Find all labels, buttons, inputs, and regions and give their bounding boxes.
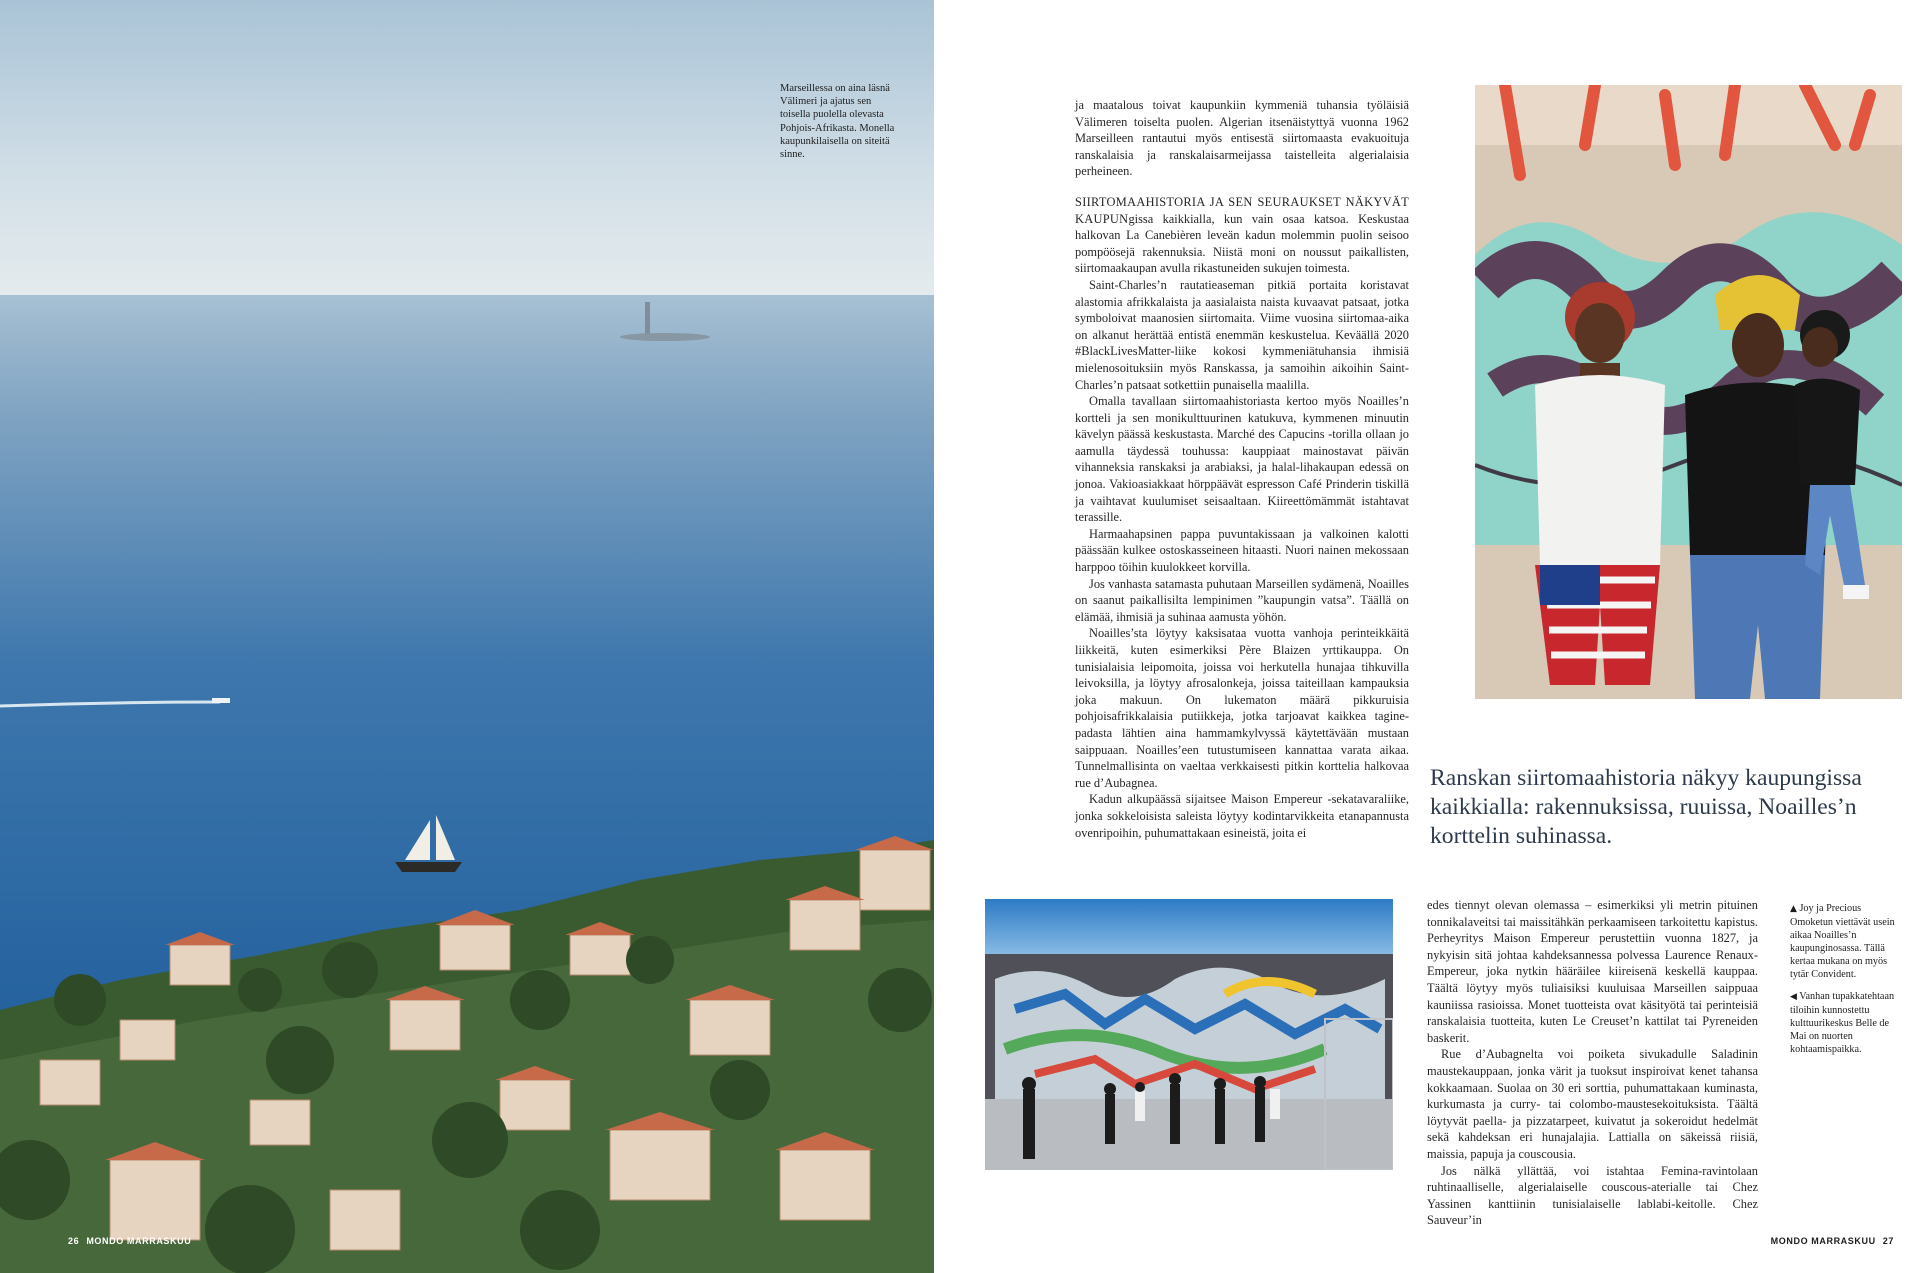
- article-paragraph: edes tiennyt olevan olemassa – esimerkiksi yli metrin pituinen tonnikalaveitsi tai maissitähkän perkaamiseen tarkoitettu kapistus. Perheyritys Maison Empereur perustettiin vuonna 1827, ja nykyisin sitä johtaa kahdeksannessa polvessa Laurence Renaux-Empereur, joka nytkin hääräilee kiireisenä keskellä kauppaa. Täältä löytyy myös tuliaisiksi kuuluisaa Marseillen saippuaa kauniissa rasioissa. Monet tuotteista ovat käsityötä tai perinteisiä ranskalaisia tuotteita, kuten Le Creuset’n kattilat tai Pyreneiden baskerit.: [1427, 898, 1758, 1045]
- page-folio-left: [68, 1236, 191, 1246]
- article-paragraph: [1075, 194, 1409, 277]
- women-portrait-photo: [1475, 85, 1902, 699]
- article-paragraph: Noailles’sta löytyy kaksisataa vuotta vanhoja perinteikkäitä liikkeitä, kuten esimerkiksi Père Blaizen yrttikauppa. On tunisialaisia leipomoita, joissa voi herkutella hunajaa tihkuvilla leivoksilla, ja löytyy afrosalonkeja, joissa taiteillaan kampauksia joka makuun. On lukematon määrä pikkuruisia pohjoisafrikkalaisia putiikkeja, jotka tarjoavat kaikkea tagine-padasta lähtien aina hammamkylvyssä käytettävään mustaan saippuaan. Noailles’een tutustumiseen kannattaa varata aikaa. Tunnelmallisinta on vaeltaa verkkaisesti pitkin korttelia halkovaa rue d’Aubagnea.: [1075, 626, 1409, 790]
- page-folio-right: [1771, 1236, 1894, 1246]
- photo-captions: [1790, 902, 1904, 1065]
- paragraph-text: gissa kaikkialla, kun vain osaa katsoa. Keskustaa halkovan La Canebièren leveän kadun molemmin puolin seisoo pompöösejä rakennuksia. Niistä moni on noussut paikallisten, siirtomaakaupan avulla rikastuneiden sukujen toimesta.: [1075, 211, 1409, 276]
- lead-in-caps: SIIRTOMAAHISTORIA JA SEN SEURAUKSET NÄKYVÄT KAUPUN: [1075, 194, 1409, 226]
- article-paragraph: Rue d’Aubagnelta voi poiketa sivukadulle Saladinin maustekauppaan, jonka värit ja tuoksut inspiroivat kenet tahansa kokkaamaan. Suolaa on 30 eri sorttia, puhumattakaan kuminasta, kurkumasta ja curry- tai colombo-maustesekoituksista. Täältä löytyvät paella- ja pizzatarpeet, kuivatut ja sokeroidut hedelmät sekä kahdeksan eri hunajalajia. Lattialla on säkeissä riisiä, maissia, papuja ja couscousia.: [1427, 1047, 1758, 1161]
- folio-label: MONDO MARRASKUU: [86, 1236, 192, 1246]
- photo-caption: [1790, 990, 1904, 1056]
- article-paragraph: Kadun alkupäässä sijaitsee Maison Empereur -sekatavaraliike, jonka sokkeloisista saleista löytyy kodintarvikkeita etanapannusta ovenripoihin, puhumattakaan esineistä, joita ei: [1075, 792, 1409, 840]
- article-column-b: [1427, 897, 1758, 1229]
- page-number: 27: [1882, 1236, 1894, 1246]
- article-paragraph: Jos nälkä yllättää, voi istahtaa Femina-ravintolaan ruhtinaalliselle, algerialaiselle couscous-aterialle tai Chez Yassinen kanttiinin tunisialaiselle lablabi-keitolle. Chez Sauveur’in: [1427, 1163, 1758, 1228]
- pull-quote: Ranskan siirtomaahistoria näkyy kaupungissa kaikkialla: rakennuksissa, ruuissa, Noailles’n korttelin suhinassa.: [1430, 765, 1862, 849]
- article-paragraph: Saint-Charles’n rautatieaseman pitkiä portaita koristavat alastomia afrikkalaista ja aasialaista naista kuvaavat patsaat, jotka symboloivat maanosien siirtomaita. Viime vuosina siirtomaa-aika on alkanut herättää entistä enemmän keskustelua. Keväällä 2020 #BlackLivesMatter-liike kokosi kymmeniätuhansia ihmisiä mielenosoituksiin myös Ranskassa, ja samoihin aikoihin Saint-Charles’n patsaat sotkettiin punaisella maalilla.: [1075, 277, 1409, 392]
- article-paragraph: ja maatalous toivat kaupunkiin kymmeniä tuhansia työläisiä Välimeren toiselta puolen. Algerian itsenäistyttyä vuonna 1962 Marseilleen rantautui myös entisestä siirtomaasta evakuoituja ranskalaisia ja ranskalaisarmeijassa taistelleita algerialaisia perheineen.: [1075, 98, 1409, 179]
- article-paragraph: Jos vanhasta satamasta puhutaan Marseillen sydämenä, Noailles on saanut paikallisilta lempinimen ”kaupungin vatsa”. Täällä on elämää, ihmisiä ja suhinaa aamusta yöhön.: [1075, 576, 1409, 624]
- photo-caption: [1790, 902, 1904, 981]
- folio-label: MONDO MARRASKUU: [1770, 1236, 1876, 1246]
- photo-caption: Marseillessa on aina läsnä Välimeri ja ajatus sen toisella puolella olevasta Pohjois-Afrikasta. Monella kaupunkilaisella on siteitä sinne.: [780, 83, 895, 161]
- graffiti-skatepark-photo: [985, 899, 1393, 1170]
- article-paragraph: Harmaahapsinen pappa puvuntakissaan ja valkoinen kalotti päässään kulkee ostoskasseineen hitaasti. Nuori nainen mekossaan harppoo töihin kuulokkeet korvilla.: [1075, 526, 1409, 575]
- left-arrow-icon: ◀: [1790, 992, 1797, 1002]
- article-paragraph: Omalla tavallaan siirtomaahistoriasta kertoo myös Noailles’n kortteli ja sen monikulttuurinen katukuva, kymmenen minuutin kävelyn päässä keskustasta. Marché des Capucins -torilla ollaan jo aamulla täydessä touhussa: kauppiaat mainostavat päivän vihanneksia ranskaksi ja arabiaksi, ja halal-lihakaupan edessä on jonoa. Vakioasiakkaat hörppäävät espresson Café Prinderin tiskillä ja vaihtavat kuulumiset seisaaltaan. Kiireettömämmät istahtavat terassille.: [1075, 394, 1409, 525]
- article-column-a: [1075, 97, 1409, 841]
- page-number: 26: [68, 1236, 80, 1246]
- marseille-sea-photo: [0, 0, 934, 1273]
- caption-text: Vanhan tupakkatehtaan tiloihin kunnostettu kulttuurikeskus Belle de Mai on nuorten kohtaamispaikka.: [1790, 991, 1895, 1055]
- caption-text: Joy ja Precious Omoketun viettävät usein aikaa Noailles’n kaupunginosassa. Tällä kertaa mukana on myös tytär Convident.: [1790, 903, 1895, 980]
- up-arrow-icon: ▲: [1790, 904, 1797, 914]
